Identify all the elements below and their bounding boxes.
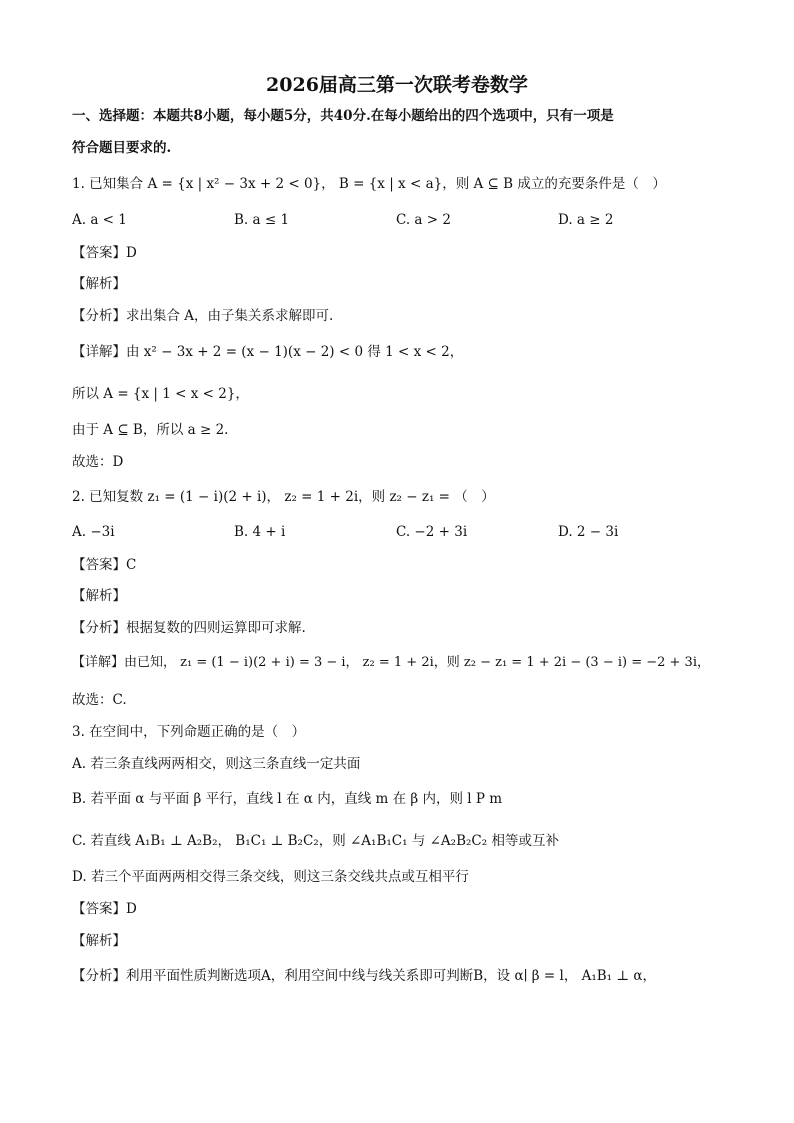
q1-detail-line-3: 由于 A ⊆ B，所以 a ≥ 2.	[72, 422, 229, 438]
q1-answer: 【答案】D	[72, 245, 137, 261]
q3-option-b: B. 若平面 α 与平面 β 平行，直线 l 在 α 内，直线 m 在 β 内，则 l P m	[72, 791, 503, 807]
q2-choice: 故选：C.	[72, 692, 127, 708]
section-heading-line-1: 一、选择题：本题共8小题，每小题5分，共40分.在每小题给出的四个选项中，只有一项是	[72, 108, 614, 124]
q1-choice: 故选：D	[72, 454, 124, 470]
q2-detail: 【详解】由已知， z₁ = (1 − i)(2 + i) = 3 − i， z₂ = 1 + 2i，则 z₂ − z₁ = 1 + 2i − (3 − i) = −2 + 3i，	[72, 655, 710, 670]
q2-jiexi: 【解析】	[72, 588, 126, 604]
q2-option-a: A. −3i	[72, 524, 115, 540]
section-heading-line-2: 符合题目要求的.	[72, 140, 172, 156]
q2-option-c: C. −2 + 3i	[396, 524, 468, 540]
q3-option-d: D. 若三个平面两两相交得三条交线，则这三条交线共点或互相平行	[72, 869, 469, 885]
q1-option-d: D. a ≥ 2	[558, 212, 614, 228]
q2-analysis: 【分析】根据复数的四则运算即可求解.	[72, 620, 306, 636]
q3-option-a: A. 若三条直线两两相交，则这三条直线一定共面	[72, 756, 361, 772]
q3-option-c: C. 若直线 A₁B₁ ⊥ A₂B₂， B₁C₁ ⊥ B₂C₂，则 ∠A₁B₁C₁ 与 ∠A₂B₂C₂ 相等或互补	[72, 833, 559, 849]
page-title: 2026届高三第一次联考卷数学	[266, 74, 528, 96]
q1-analysis: 【分析】求出集合 A，由子集关系求解即可.	[72, 308, 334, 324]
q3-analysis: 【分析】利用平面性质判断选项A，利用空间中线与线关系即可判断B，设 α∣ β = l， A₁B₁ ⊥ α，	[72, 968, 656, 984]
q1-option-a: A. a < 1	[72, 212, 127, 228]
q2-option-b: B. 4 + i	[234, 524, 286, 540]
q1-jiexi: 【解析】	[72, 276, 126, 292]
q2-option-d: D. 2 − 3i	[558, 524, 619, 540]
q3-stem: 3. 在空间中，下列命题正确的是（ ）	[72, 724, 306, 740]
q1-stem: 1. 已知集合 A = {x | x² − 3x + 2 < 0}， B = {x | x < a}，则 A ⊆ B 成立的充要条件是（ ）	[72, 176, 666, 192]
q1-detail: 【详解】由 x² − 3x + 2 = (x − 1)(x − 2) < 0 得 1 < x < 2，	[72, 344, 464, 360]
q1-option-c: C. a > 2	[396, 212, 451, 228]
q1-option-b: B. a ≤ 1	[234, 212, 290, 228]
q2-stem: 2. 已知复数 z₁ = (1 − i)(2 + i)， z₂ = 1 + 2i，则 z₂ − z₁ = （ ）	[72, 489, 495, 505]
q2-answer: 【答案】C	[72, 557, 137, 573]
q3-answer: 【答案】D	[72, 901, 137, 917]
q3-jiexi: 【解析】	[72, 933, 126, 949]
q1-detail-line-2: 所以 A = {x | 1 < x < 2}，	[72, 386, 249, 402]
